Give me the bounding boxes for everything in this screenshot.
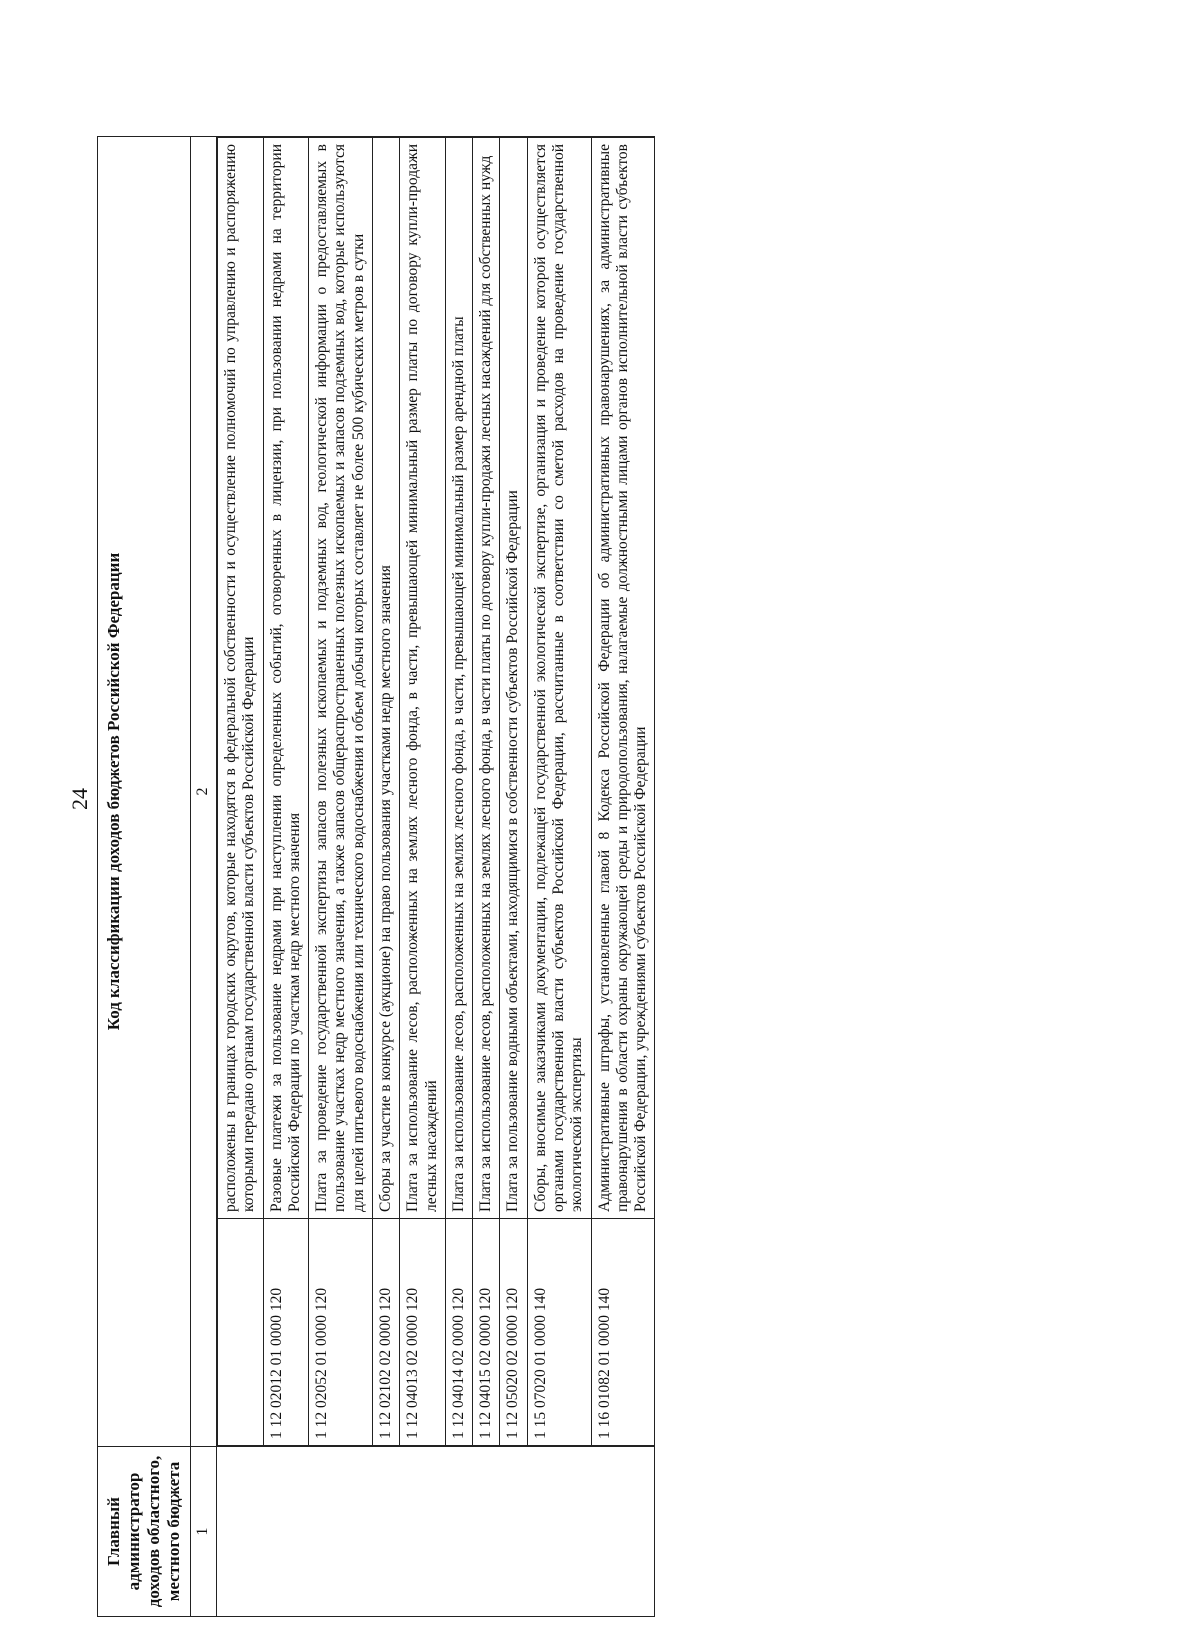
table-row <box>473 138 500 1446</box>
row-description: Плата за использование лесов, расположенных на землях лесного фонда, в части, превышающей минимальный размер платы по договору купли-продажи лесных насаждений <box>400 138 446 1219</box>
row-code: 1 12 02102 02 0000 120 <box>373 1219 400 1446</box>
table-row <box>218 138 264 1446</box>
row-description: Сборы за участие в конкурсе (аукционе) на право пользования участками недр местного значения <box>373 138 400 1219</box>
row-code: 1 15 07020 01 0000 140 <box>527 1219 591 1446</box>
row-description: Плата за использование лесов, расположенных на землях лесного фонда, в части платы по договору купли-продажи лесных насаждений для собственных нужд <box>473 138 500 1219</box>
column-number-row <box>191 137 217 1617</box>
header-administrator: Главный администратор доходов областного, местного бюджета <box>98 1447 191 1617</box>
table-header-row <box>98 137 191 1617</box>
row-description: Плата за использование лесов, расположенных на землях лесного фонда, в части, превышающей минимальный размер арендной платы <box>445 138 472 1219</box>
row-code: 1 12 04015 02 0000 120 <box>473 1219 500 1446</box>
table-row <box>527 138 591 1446</box>
rotated-table-container <box>97 137 1200 1617</box>
codes-inner-table <box>217 137 654 1446</box>
page-number: 24 <box>67 788 92 810</box>
column-number-1: 1 <box>191 1447 217 1617</box>
row-description: Плата за проведение государственной экспертизы запасов полезных ископаемых и подземных вод, геологической информации о предоставляемых в пользование участках недр местного значения, а также запасов общераспространенных полезных ископаемых и запасов подземных вод, которые используются для целей питьевого водоснабжения или технического водоснабжения и объем добычи которых составляет не более 500 кубических метров в сутки <box>309 138 373 1219</box>
codes-cell <box>217 137 655 1447</box>
row-code: 1 12 05020 02 0000 120 <box>500 1219 527 1446</box>
table-row <box>500 138 527 1446</box>
row-description: Плата за пользование водными объектами, находящимися в собственности субъектов Российской Федерации <box>500 138 527 1219</box>
row-description: расположены в границах городских округов, которые находятся в федеральной собственности и осуществление полномочий по управлению и распоряжению которыми передано органам государственной власти субъектов Российской Федерации <box>218 138 264 1219</box>
row-code: 1 12 04014 02 0000 120 <box>445 1219 472 1446</box>
administrator-cell <box>217 1447 655 1617</box>
table-row <box>591 138 654 1446</box>
header-classification-code: Код классификации доходов бюджетов Российской Федерации <box>98 137 191 1447</box>
table-row <box>373 138 400 1446</box>
row-code <box>218 1219 264 1446</box>
table-row <box>309 138 373 1446</box>
row-code: 1 12 02052 01 0000 120 <box>309 1219 373 1446</box>
revenue-classification-table <box>97 136 655 1617</box>
table-row <box>445 138 472 1446</box>
row-code: 1 12 04013 02 0000 120 <box>400 1219 446 1446</box>
row-description: Разовые платежи за пользование недрами при наступлении определенных событий, оговоренных в лицензии, при пользовании недрами на территории Российской Федерации по участкам недр местного значения <box>263 138 309 1219</box>
row-code: 1 12 02012 01 0000 120 <box>263 1219 309 1446</box>
row-code: 1 16 01082 01 0000 140 <box>591 1219 654 1446</box>
row-description: Сборы, вносимые заказчиками документации, подлежащей государственной экологической экспертизе, организация и проведение которой осуществляется органами государственной власти субъектов Российской Федерации, рассчитанные в соответствии со сметой расходов на проведение государственной экологической экспертизы <box>527 138 591 1219</box>
table-row <box>400 138 446 1446</box>
table-body-row <box>217 137 655 1617</box>
table-row <box>263 138 309 1446</box>
row-description: Административные штрафы, установленные главой 8 Кодекса Российской Федерации об административных правонарушениях, за административные правонарушения в области охраны окружающей среды и природопользования, налагаемые должностными лицами органов исполнительной власти субъектов Российской Федерации, учреждениями субъектов Российской Федерации <box>591 138 654 1219</box>
column-number-2: 2 <box>191 137 217 1447</box>
